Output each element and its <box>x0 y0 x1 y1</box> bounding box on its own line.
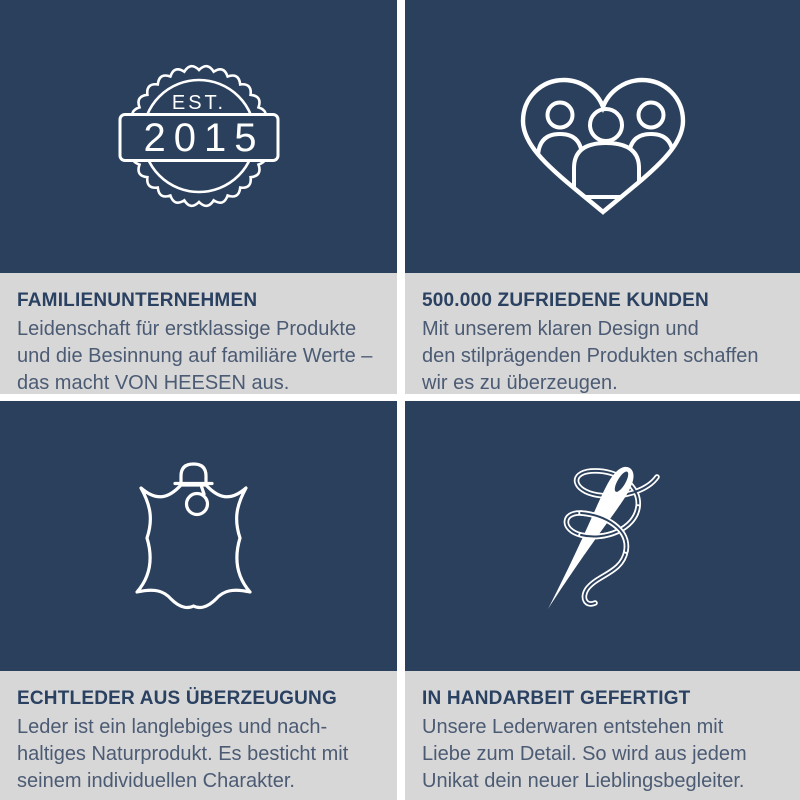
hide-ring-hole <box>186 494 207 515</box>
feature-card-handmade <box>405 401 800 800</box>
feature-body-line: wir es zu überzeugen. <box>422 372 618 394</box>
feature-body-line: Mit unserem klaren Design und <box>422 318 699 340</box>
feature-body-line: Unsere Lederwaren entstehen mit <box>422 716 724 738</box>
feature-body-line: das macht VON HEESEN aus. <box>17 372 290 394</box>
est-2015-badge-icon <box>118 62 280 212</box>
leather-hide-icon <box>129 460 269 612</box>
badge-est-label: EST. <box>171 91 226 114</box>
handmade-caption <box>405 671 800 800</box>
feature-card-leather <box>0 401 397 800</box>
customers-caption <box>405 273 800 394</box>
feature-body-line: seinem individuellen Charakter. <box>17 770 295 792</box>
customers-icon-panel <box>405 0 800 273</box>
person-right-head <box>638 102 663 127</box>
hide-top-arch <box>181 464 206 483</box>
feature-heading-handmade: IN HANDARBEIT GEFERTIGT <box>422 688 691 709</box>
feature-body-line: den stilprägenden Produkten schaffen <box>422 345 759 367</box>
feature-body-line: Liebe zum Detail. So wird aus jedem <box>422 743 747 765</box>
person-center-head <box>590 109 622 141</box>
feature-body-line: Unikat dein neuer Lieblingsbegleiter. <box>422 770 745 792</box>
feature-heading-customers: 500.000 ZUFRIEDENE KUNDEN <box>422 290 709 311</box>
feature-card-family <box>0 0 397 394</box>
feature-heading-leather: ECHTLEDER AUS ÜBERZEUGUNG <box>17 688 337 709</box>
person-left-head <box>547 102 572 127</box>
feature-heading-family: FAMILIENUNTERNEHMEN <box>17 290 258 311</box>
feature-body-line: haltiges Naturprodukt. Es besticht mit <box>17 743 349 765</box>
needle-thread-icon <box>535 447 670 632</box>
feature-body-line: Leder ist ein langlebiges und nach- <box>17 716 328 738</box>
badge-year-label: 2015 <box>143 115 264 160</box>
leather-icon-panel <box>0 401 397 671</box>
family-caption <box>0 273 397 394</box>
leather-caption <box>0 671 397 800</box>
family-heart-icon <box>518 66 688 218</box>
hide-outline <box>137 485 250 608</box>
feature-body-line: Leidenschaft für erstklassige Produkte <box>17 318 357 340</box>
feature-card-customers <box>405 0 800 394</box>
handmade-icon-panel <box>405 401 800 671</box>
feature-body-line: und die Besinnung auf familiäre Werte – <box>17 345 373 367</box>
family-icon-panel <box>0 0 397 273</box>
